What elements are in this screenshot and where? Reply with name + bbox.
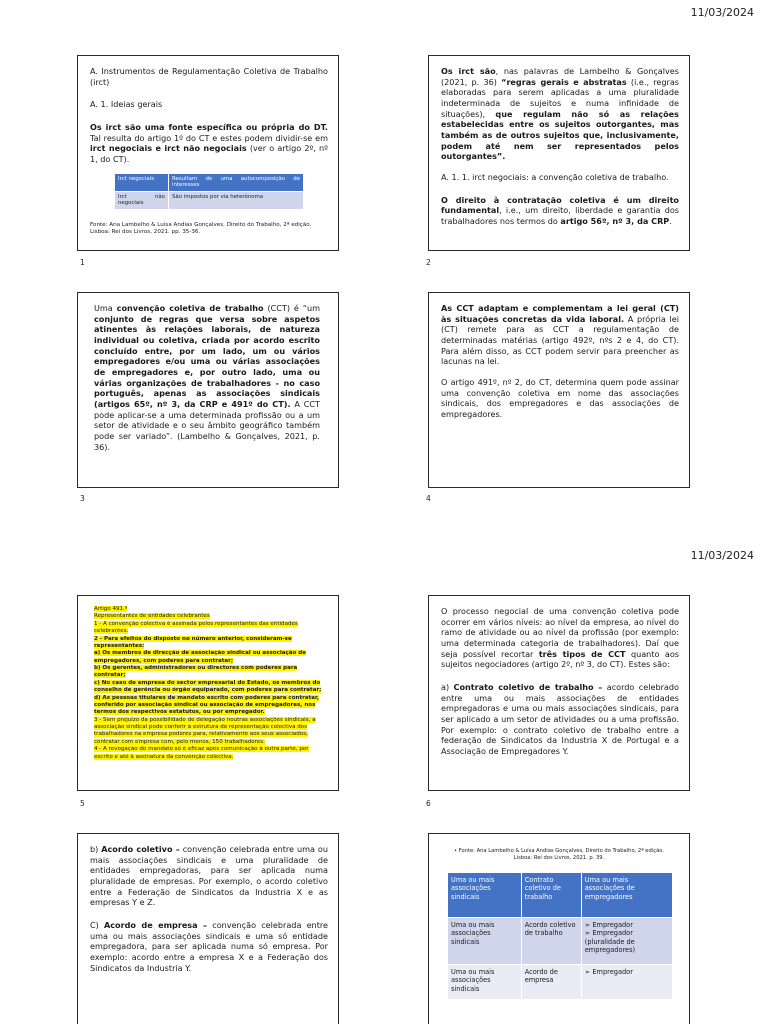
bold-text: As CCT adaptam e complementam a lei geral (CT) às situações concretas da vida laboral. xyxy=(441,303,679,324)
text: (ver o artigo 2º, nº 1, do CT). xyxy=(90,143,328,165)
bold-text: O direito à contratação coletiva é um direito fundamental xyxy=(441,194,679,216)
text: Uma xyxy=(94,303,117,313)
highlighted-text: 1 - A convenção colectiva é assinada pelos representantes das entidades celebrantes. xyxy=(94,620,298,635)
highlighted-text: b) Os gerentes, administradores ou directores com poderes para contratar; xyxy=(94,665,298,679)
bold-text: Os irct são xyxy=(441,66,496,76)
table-cell: ➢ Empregador ➢ Empregador (pluralidade de empregadores) xyxy=(581,918,672,965)
bold-text: Contrato coletivo de trabalho – xyxy=(453,682,603,693)
page-date: 11/03/2024 xyxy=(690,6,754,19)
table-header-cell: Contrato coletivo de trabalho xyxy=(521,873,581,918)
table-cell: Resultam de uma autocomposição de interesses xyxy=(168,173,303,191)
slide-number: 2 xyxy=(426,258,431,267)
legal-text-line xyxy=(94,621,324,636)
text: , i.e., um direito, liberdade e garantia dos trabalhadores nos termos do xyxy=(441,205,679,227)
highlighted-text: Artigo 491.º xyxy=(94,606,128,612)
slide-paragraph xyxy=(441,66,679,162)
bold-text: conjunto de regras que versa sobre aspetos atinentes às relações laborais, de natureza individual ou coletiva, criada por acordo escrito concluído entre, por um lado, um ou vários empregadores e/ou uma ou várias associações de empregadores e, por outro lado, uma ou várias organizações de trabalhadores - no caso português, apenas as associações sindicais (artigos 65º, nº 3, da CRP e 491º do CT). xyxy=(94,313,320,410)
table-row xyxy=(115,191,304,209)
text: Tal resulta do artigo 1º do CT e estes podem dividir-se em xyxy=(90,132,328,143)
slide-paragraph xyxy=(441,682,679,757)
table-header-row xyxy=(448,873,673,918)
table-header-cell: Uma ou mais associações de empregadores xyxy=(581,873,672,918)
text: acordo celebrado entre uma ou mais associações de entidades empregadoras e uma ou mais associações sindicais, para ser aplicado a um setor de atividades ou a uma profissão. Por exemplo: o contrato coletivo de trabalho entre a federação de Sindicatos da Industria X de Portugal e a Associação de Empregadores Y. xyxy=(441,682,679,757)
text: . xyxy=(669,216,672,227)
table-cell: São impostos por via heterónoma xyxy=(168,191,303,209)
highlighted-text: 2 - Para efeitos do disposto no número anterior, consideram-se representantes: xyxy=(94,635,292,649)
irct-table xyxy=(114,173,304,210)
bold-text: “regras gerais e abstratas xyxy=(501,76,627,87)
text: (CCT) é “um xyxy=(263,303,320,313)
bold-text: convenção coletiva de trabalho xyxy=(116,303,264,313)
slide-number: 1 xyxy=(80,258,85,267)
table-header-cell: Uma ou mais associações sindicais xyxy=(448,873,522,918)
table-cell: Acordo de empresa xyxy=(521,965,581,1000)
slide-1 xyxy=(77,55,339,251)
legal-text-line xyxy=(94,606,324,613)
highlighted-text: 4 - A revogação do mandato só é eficaz após comunicação à outra parte, por escrito e até à assinatura da convenção colectiva. xyxy=(94,746,309,760)
slide-number: 3 xyxy=(80,494,85,503)
slide-paragraph xyxy=(441,606,679,670)
slide-7 xyxy=(77,833,339,1024)
text: convenção celebrada entre uma ou mais associações sindicais e uma pluralidade de entidades empregadoras, para ser aplicada numa pluralidade de empresas. Por exemplo, o acordo coletivo entre a Federação de Sindicatos da Industria X e as empresas Y e Z. xyxy=(90,844,328,908)
bold-text: Os irct são uma fonte específica ou própria do DT. xyxy=(90,122,328,133)
slide-paragraph xyxy=(90,920,328,973)
legal-text-line xyxy=(94,665,324,680)
table-cell: Uma ou mais associações sindicais xyxy=(448,918,522,965)
slide-4 xyxy=(428,292,690,488)
table-cell: Irct não negociais xyxy=(115,191,169,209)
text: convenção celebrada entre uma ou mais associações sindicais e uma só entidade empregadora, para ser aplicada numa só empresa. Por exemplo: acordo entre a empresa X e a Federação dos Sindicatos da Industria Y. xyxy=(90,920,328,973)
legal-text-line xyxy=(94,746,324,761)
highlighted-text: Representantes de entidades celebrantes xyxy=(94,613,210,620)
bold-text: que regulam não só as relações estabelecidas entre os sujeitos outorgantes, mas também as de outros sujeitos que, inclusivamente, podem até nem ser representados pelos outorgantes”. xyxy=(441,108,679,162)
text: A CCT pode aplicar-se a uma determinada profissão ou a um setor de atividade e o seu âmbito geográfico também pode ser variado”. (Lambelho & Gonçalves, 2021, p. 36). xyxy=(94,399,320,452)
table-row xyxy=(448,918,673,965)
bold-text: Acordo coletivo – xyxy=(101,844,180,854)
slide-8 xyxy=(428,833,690,1024)
slide-2 xyxy=(428,55,690,251)
text: A própria lei (CT) remete para as CCT a regulamentação de determinadas matérias (artigo 492º, nºs 2 e 4, do CT). Para além disso, as CCT podem servir para preencher as lacunas na lei. xyxy=(441,313,679,367)
cct-types-table xyxy=(447,872,673,1000)
highlighted-text: a) Os membros de direcção de associação sindical ou associação de empregadores, com poderes para contratar; xyxy=(94,650,307,664)
table-row xyxy=(115,173,304,191)
bold-text: irct negociais e irct não negociais xyxy=(90,143,247,154)
slide-number: 6 xyxy=(426,799,431,808)
legal-text-line xyxy=(94,717,324,747)
text: a) xyxy=(441,682,454,693)
slide-3 xyxy=(77,292,339,488)
table-row xyxy=(448,965,673,1000)
bold-text: Acordo de empresa – xyxy=(104,920,208,931)
slide-number: 4 xyxy=(426,494,431,503)
legal-text-line xyxy=(94,680,324,695)
slide-number: 5 xyxy=(80,799,85,808)
text: (i.e., regras elaboradas para serem aplicadas a uma pluralidade indeterminada de sujeitos e numa infinidade de situações), xyxy=(441,76,679,119)
source-citation: • Fonte: Ana Lambelho & Luísa Andias Gonçalves, Direito do Trabalho, 2ª edição. Lisboa: Rei dos Livros, 2021. p. 39. xyxy=(453,848,664,862)
legal-article-text xyxy=(94,606,324,761)
bold-text: artigo 56º, nº 3, da CRP xyxy=(560,216,670,227)
slide-paragraph xyxy=(441,195,679,227)
slide-subtitle: A. 1. Ideias gerais xyxy=(90,99,163,110)
slide-paragraph xyxy=(90,122,328,165)
slide-paragraph xyxy=(94,303,320,452)
text: quanto aos sujeitos negociadores (artigo 2º, nº 3, do CT). Estes são: xyxy=(441,648,679,670)
highlighted-text: c) No caso de empresa do sector empresarial do Estado, os membros do conselho de gerência ou órgão equiparado, com poderes para contratar; xyxy=(94,679,322,694)
slide-title: A. Instrumentos de Regulamentação Coletiva de Trabalho (irct) xyxy=(90,66,328,87)
slide-5 xyxy=(77,595,339,791)
slide-paragraph xyxy=(90,844,328,908)
highlighted-text: d) As pessoas titulares de mandato escrito com poderes para contratar, conferido por associação sindical ou associação de empregadores, nos termos dos respectivos estatutos, ou por empregador. xyxy=(94,694,320,716)
text: O processo negocial de uma convenção coletiva pode ocorrer em vários níveis: ao nível da empresa, ao nível do ramo de atividade ou ao nível da profissão (por exemplo: uma determinada categoria de trabalhadores). Daí que seja possível recortar xyxy=(441,606,679,659)
highlighted-text: 3 - Sem prejuízo da possibilidade de delegação noutras associações sindicais, a associação sindical pode conferir à estrutura de representação colectiva dos trabalhadores na empresa poderes para, relativamente aos seus associados, contratar com empresa com, pelo menos, 150 trabalhadores. xyxy=(94,716,316,745)
source-citation: Fonte: Ana Lambelho & Luísa Andias Gonçalves, Direito do Trabalho, 2ª edição. Lisboa: Rei dos Livros, 2021. pp. 35-36. xyxy=(90,221,312,236)
table-cell: ➢ Empregador xyxy=(581,965,672,1000)
text: , nas palavras de Lambelho & Gonçalves (2021, p. 36) xyxy=(441,66,679,87)
table-cell: Uma ou mais associações sindicais xyxy=(448,965,522,1000)
slide-paragraph: A. 1. 1. irct negociais: a convenção coletiva de trabalho. xyxy=(441,172,669,183)
slide-paragraph xyxy=(441,303,679,367)
legal-text-line xyxy=(94,613,324,620)
legal-text-line xyxy=(94,636,324,651)
bold-text: três tipos de CCT xyxy=(538,648,626,659)
table-cell: Acordo coletivo de trabalho xyxy=(521,918,581,965)
legal-text-line xyxy=(94,695,324,717)
text: C) xyxy=(90,920,104,931)
slide-6 xyxy=(428,595,690,791)
slide-paragraph: O artigo 491º, nº 2, do CT, determina quem pode assinar uma convenção coletiva em nome das associações sindicais, dos empregadores e das associações de empregadores. xyxy=(441,377,679,420)
legal-text-line xyxy=(94,650,324,665)
page-date: 11/03/2024 xyxy=(690,549,754,562)
text: b) xyxy=(90,844,102,854)
table-cell: Irct negociais xyxy=(115,173,169,191)
